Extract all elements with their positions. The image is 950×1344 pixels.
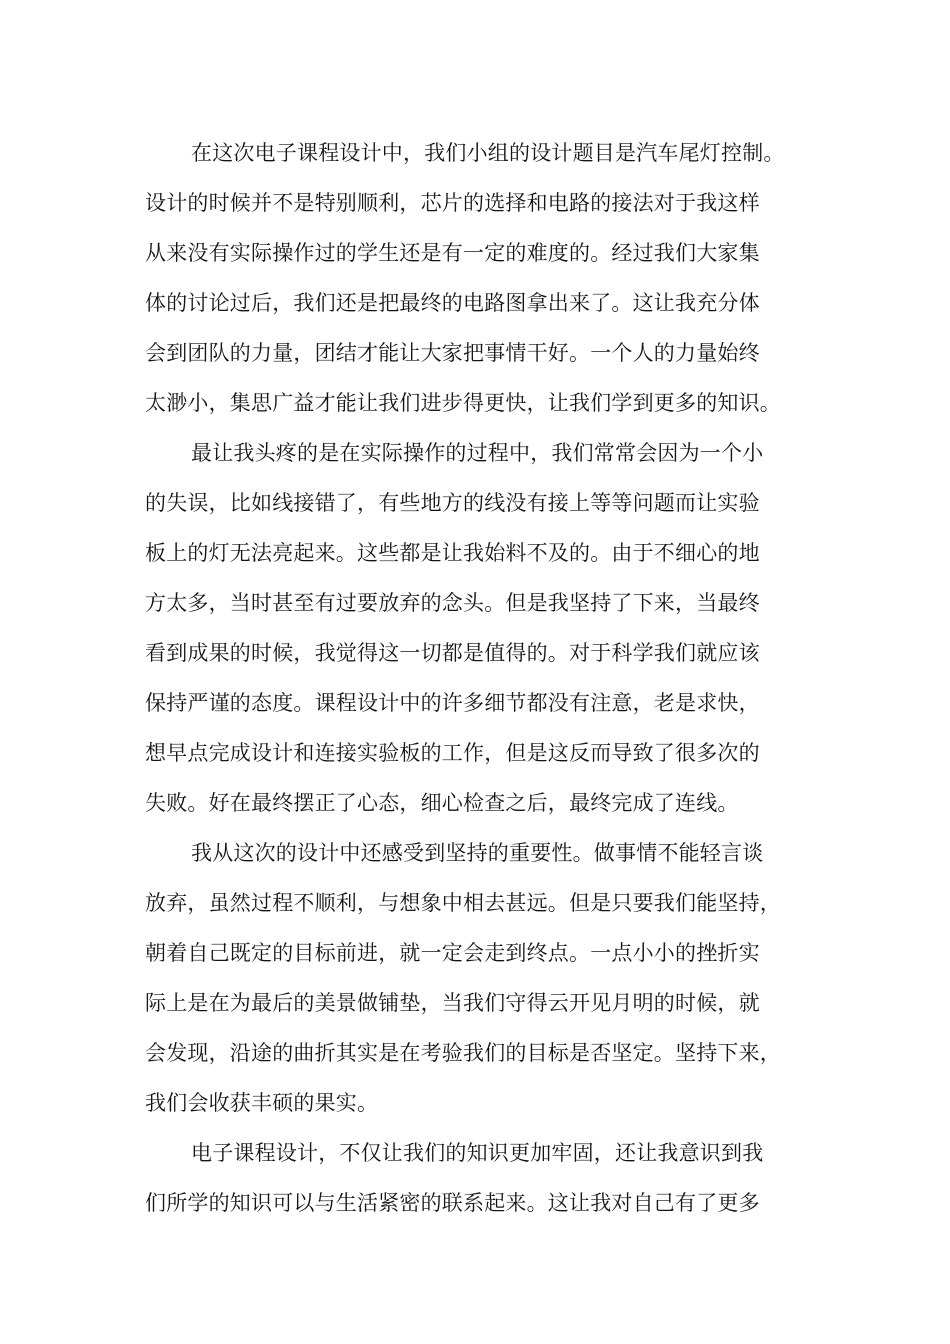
paragraph-2 [145, 428, 835, 828]
paragraph-line: 际上是在为最后的美景做铺垫，当我们守得云开见月明的时候，就 [145, 991, 760, 1015]
paragraph-line: 从来没有实际操作过的学生还是有一定的难度的。经过我们大家集 [145, 241, 760, 265]
paragraph-line: 我们会收获丰硕的果实。 [145, 1091, 379, 1115]
paragraph-line: 设计的时候并不是特别顺利，芯片的选择和电路的接法对于我这样 [145, 191, 760, 215]
paragraph-line: 板上的灯无法亮起来。这些都是让我始料不及的。由于不细心的地 [145, 541, 760, 565]
paragraph-line: 看到成果的时候，我觉得这一切都是值得的。对于科学我们就应该 [145, 641, 760, 665]
paragraph-line: 会发现，沿途的曲折其实是在考验我们的目标是否坚定。坚持下来， [145, 1041, 781, 1065]
paragraph-line: 最让我头疼的是在实际操作的过程中，我们常常会因为一个小 [191, 441, 764, 465]
paragraph-line: 体的讨论过后，我们还是把最终的电路图拿出来了。这让我充分体 [145, 291, 760, 315]
paragraph-1 [145, 128, 835, 428]
paragraph-line: 想早点完成设计和连接实验板的工作，但是这反而导致了很多次的 [145, 741, 760, 765]
paragraph-line: 太渺小，集思广益才能让我们进步得更快，让我们学到更多的知识。 [145, 391, 781, 415]
paragraph-line: 失败。好在最终摆正了心态，细心检查之后，最终完成了连线。 [145, 791, 739, 815]
paragraph-line: 朝着自己既定的目标前进，就一定会走到终点。一点小小的挫折实 [145, 941, 760, 965]
paragraph-3 [145, 828, 835, 1128]
paragraph-line: 会到团队的力量，团结才能让大家把事情干好。一个人的力量始终 [145, 341, 760, 365]
paragraph-line: 我从这次的设计中还感受到坚持的重要性。做事情不能轻言谈 [191, 841, 764, 865]
paragraph-line: 在这次电子课程设计中，我们小组的设计题目是汽车尾灯控制。 [191, 141, 785, 165]
document-body [145, 128, 835, 1228]
paragraph-line: 方太多，当时甚至有过要放弃的念头。但是我坚持了下来，当最终 [145, 591, 760, 615]
paragraph-line: 们所学的知识可以与生活紧密的联系起来。这让我对自己有了更多 [145, 1191, 760, 1215]
paragraph-4 [145, 1128, 835, 1228]
paragraph-line: 的失误，比如线接错了，有些地方的线没有接上等等问题而让实验 [145, 491, 760, 515]
paragraph-line: 放弃，虽然过程不顺利，与想象中相去甚远。但是只要我们能坚持， [145, 891, 781, 915]
paragraph-line: 保持严谨的态度。课程设计中的许多细节都没有注意，老是求快， [145, 691, 760, 715]
paragraph-line: 电子课程设计，不仅让我们的知识更加牢固，还让我意识到我 [191, 1141, 764, 1165]
